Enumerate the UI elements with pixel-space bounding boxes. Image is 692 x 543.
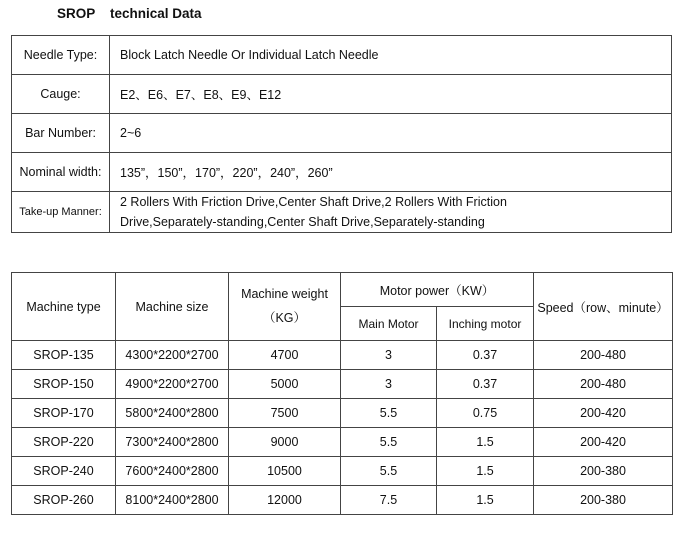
header-machine-weight (229, 273, 341, 341)
table-row (12, 75, 672, 114)
machine-type-cell: SROP-150 (12, 370, 116, 399)
speed-cell: 200-380 (534, 457, 673, 486)
header-main-motor: Main Motor (341, 307, 437, 341)
machine-type-cell: SROP-170 (12, 399, 116, 428)
table-row (12, 114, 672, 153)
page-title: SROP technical Data (57, 6, 202, 21)
main-motor-cell: 5.5 (341, 428, 437, 457)
speed-cell: 200-480 (534, 370, 673, 399)
inching-motor-cell: 0.37 (437, 341, 534, 370)
header-motor-power: Motor power（KW） (341, 273, 534, 307)
machine-type-cell: SROP-135 (12, 341, 116, 370)
nominal-width-label: Nominal width: (12, 153, 110, 192)
table-row (12, 428, 673, 457)
header-inching-motor: Inching motor (437, 307, 534, 341)
speed-cell: 200-480 (534, 341, 673, 370)
machine-type-cell: SROP-220 (12, 428, 116, 457)
machine-type-cell: SROP-240 (12, 457, 116, 486)
take-up-manner-value (110, 192, 672, 233)
header-machine-size: Machine size (116, 273, 229, 341)
needle-type-label: Needle Type: (12, 36, 110, 75)
table-row (12, 36, 672, 75)
take-up-manner-line-1: 2 Rollers With Friction Drive,Center Shaft Drive,2 Rollers With Friction (120, 195, 507, 209)
table-row (12, 370, 673, 399)
header-speed: Speed（row、minute） (534, 273, 673, 341)
take-up-manner-label: Take-up Manner: (12, 192, 110, 233)
technical-data-table (11, 35, 672, 233)
machine-weight-cell: 4700 (229, 341, 341, 370)
machine-weight-cell: 7500 (229, 399, 341, 428)
machine-weight-cell: 5000 (229, 370, 341, 399)
take-up-manner-line-2: Drive,Separately-standing,Center Shaft Drive,Separately-standing (120, 215, 485, 229)
speed-cell: 200-380 (534, 486, 673, 515)
machine-size-cell: 5800*2400*2800 (116, 399, 229, 428)
bar-number-label: Bar Number: (12, 114, 110, 153)
inching-motor-cell: 1.5 (437, 457, 534, 486)
machine-size-cell: 7600*2400*2800 (116, 457, 229, 486)
main-motor-cell: 7.5 (341, 486, 437, 515)
machine-table (11, 272, 673, 515)
table-row (12, 192, 672, 233)
machine-size-cell: 8100*2400*2800 (116, 486, 229, 515)
header-row (12, 273, 673, 307)
main-motor-cell: 3 (341, 370, 437, 399)
machine-weight-cell: 10500 (229, 457, 341, 486)
machine-size-cell: 4900*2200*2700 (116, 370, 229, 399)
gauge-value: E2、E6、E7、E8、E9、E12 (110, 75, 672, 114)
table-row (12, 341, 673, 370)
bar-number-value: 2~6 (110, 114, 672, 153)
main-motor-cell: 5.5 (341, 399, 437, 428)
header-weight-line-1: Machine weight (241, 287, 328, 301)
speed-cell: 200-420 (534, 399, 673, 428)
main-motor-cell: 5.5 (341, 457, 437, 486)
machine-weight-cell: 9000 (229, 428, 341, 457)
machine-size-cell: 7300*2400*2800 (116, 428, 229, 457)
main-motor-cell: 3 (341, 341, 437, 370)
inching-motor-cell: 1.5 (437, 486, 534, 515)
machine-weight-cell: 12000 (229, 486, 341, 515)
table-row (12, 399, 673, 428)
header-weight-line-2: （KG） (262, 311, 307, 325)
machine-size-cell: 4300*2200*2700 (116, 341, 229, 370)
speed-cell: 200-420 (534, 428, 673, 457)
inching-motor-cell: 0.75 (437, 399, 534, 428)
gauge-label: Cauge: (12, 75, 110, 114)
table-row (12, 153, 672, 192)
header-machine-type: Machine type (12, 273, 116, 341)
inching-motor-cell: 1.5 (437, 428, 534, 457)
table-row (12, 486, 673, 515)
table-row (12, 457, 673, 486)
needle-type-value: Block Latch Needle Or Individual Latch Needle (110, 36, 672, 75)
nominal-width-value: 135”，150”，170”，220”，240”，260” (110, 153, 672, 192)
machine-type-cell: SROP-260 (12, 486, 116, 515)
inching-motor-cell: 0.37 (437, 370, 534, 399)
